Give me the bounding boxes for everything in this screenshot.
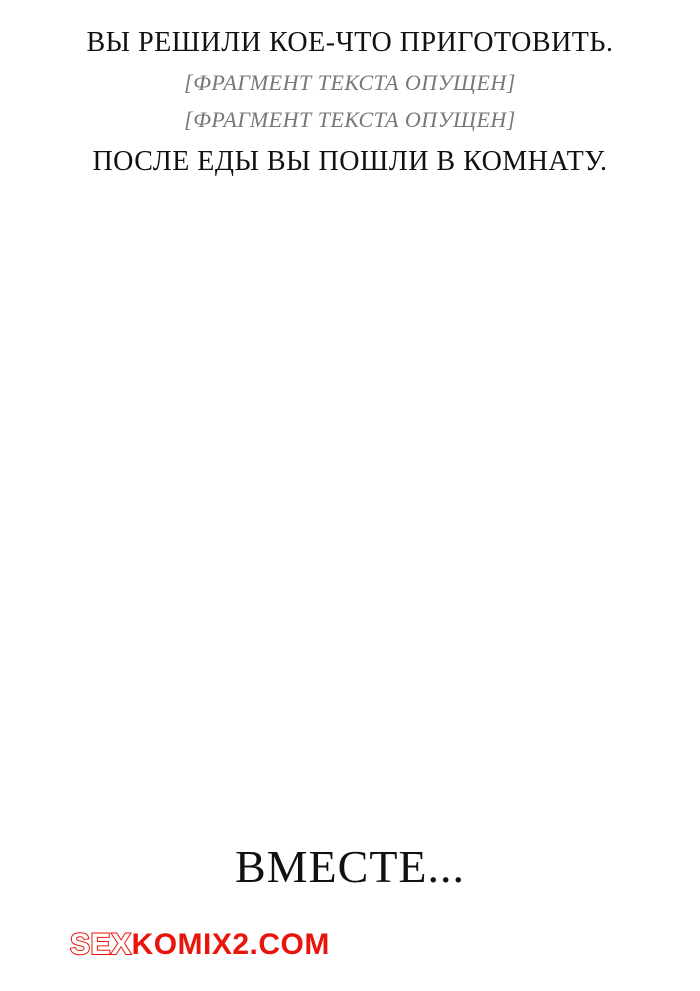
site-watermark xyxy=(70,928,330,962)
watermark-prefix: SEX xyxy=(70,928,132,961)
narration-line: [ФРАГМЕНТ ТЕКСТА ОПУЩЕН] xyxy=(184,70,516,96)
watermark-suffix: KOMIX2.COM xyxy=(131,928,330,961)
narration-line: ПОСЛЕ ЕДЫ ВЫ ПОШЛИ В КОМНАТУ. xyxy=(92,145,608,177)
narration-text-block xyxy=(30,22,670,186)
narration-line: ВЫ РЕШИЛИ КОЕ-ЧТО ПРИГОТОВИТЬ. xyxy=(86,27,614,58)
closing-word: ВМЕСТЕ... xyxy=(234,841,466,892)
narration-line: [ФРАГМЕНТ ТЕКСТА ОПУЩЕН] xyxy=(184,106,516,132)
